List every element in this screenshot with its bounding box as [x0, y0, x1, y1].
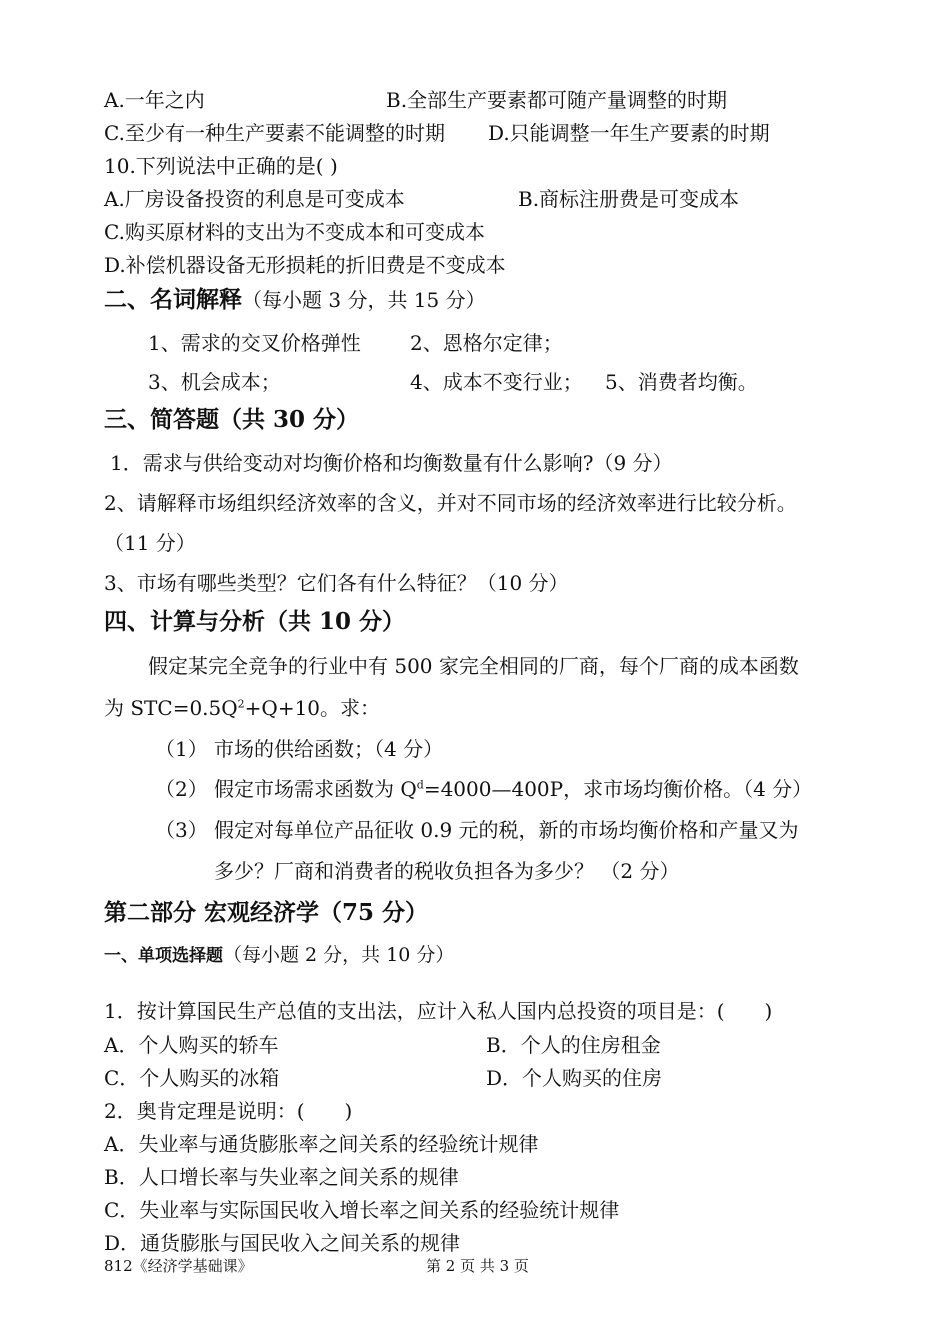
calc-sub2-num: （2）	[155, 777, 208, 801]
short-q1: 1．需求与供给变动对均衡价格和均衡数量有什么影响?（9 分）	[110, 451, 673, 475]
calc-intro-line2	[104, 695, 380, 721]
part2-title: 第二部分 宏观经济学（75 分）	[104, 899, 429, 926]
q10-stem: 10.下列说法中正确的是( )	[104, 154, 338, 178]
part2-subheading	[104, 942, 454, 969]
calc-sub3-num: （3）	[155, 818, 208, 842]
short-q3: 3、市场有哪些类型？它们各有什么特征？（10 分）	[104, 571, 569, 595]
q9-option-b: B.全部生产要素都可随产量调整的时期	[386, 88, 728, 112]
term-4: 4、成本不变行业；	[410, 370, 583, 394]
macro-q2-option-d: D．通货膨胀与国民收入之间关系的规律	[104, 1231, 461, 1255]
term-3: 3、机会成本；	[148, 370, 281, 394]
footer-course: 812《经济学基础课》	[104, 1257, 253, 1275]
q10-option-b: B.商标注册费是可变成本	[518, 187, 740, 211]
calc-sub2-sup: d	[416, 778, 424, 792]
calc-intro-sup: 2	[237, 697, 245, 711]
macro-q2-option-b: B．人口增长率与失业率之间关系的规律	[104, 1165, 459, 1189]
term-1: 1、需求的交叉价格弹性	[148, 331, 361, 355]
macro-q2-option-a: A．失业率与通货膨胀率之间关系的经验统计规律	[104, 1132, 539, 1156]
calc-sub2	[214, 776, 812, 802]
q9-option-c: C.至少有一种生产要素不能调整的时期	[104, 121, 445, 145]
macro-q1-option-b: B．个人的住房租金	[486, 1033, 661, 1057]
calc-intro-post: +Q+10。求：	[244, 696, 381, 720]
calc-sub3-line2: 多少？厂商和消费者的税收负担各为多少？ （2 分）	[214, 859, 680, 883]
section4-title: 四、计算与分析（共 10 分）	[104, 608, 406, 635]
q10-option-c: C.购买原材料的支出为不变成本和可变成本	[104, 220, 485, 244]
q10-option-d: D.补偿机器设备无形损耗的折旧费是不变成本	[104, 253, 506, 277]
q10-option-a: A.厂房设备投资的利息是可变成本	[104, 187, 405, 211]
calc-sub2-pre: 假定市场需求函数为 Q	[214, 777, 417, 801]
macro-q1-option-a: A．个人购买的轿车	[104, 1033, 279, 1057]
short-q2-score: （11 分）	[104, 531, 196, 555]
section2-heading	[104, 285, 486, 315]
section2-note: （每小题 3 分，共 15 分）	[242, 288, 486, 312]
macro-q1-option-c: C．个人购买的冰箱	[104, 1066, 280, 1090]
calc-sub1-num: （1）	[155, 737, 208, 761]
footer-page-number: 第 2 页 共 3 页	[426, 1257, 529, 1275]
term-5: 5、消费者均衡。	[605, 370, 758, 394]
section3-title: 三、简答题（共 30 分）	[104, 406, 360, 433]
macro-q1-option-d: D．个人购买的住房	[486, 1066, 663, 1090]
term-2: 2、恩格尔定律；	[410, 331, 563, 355]
calc-sub1: 市场的供给函数；（4 分）	[214, 737, 444, 761]
calc-sub2-post: =4000—400P，求市场均衡价格。（4 分）	[423, 777, 813, 801]
calc-sub3-line1: 假定对每单位产品征收 0.9 元的税，新的市场均衡价格和产量又为	[214, 818, 799, 842]
part2-sub-title: 一、单项选择题	[104, 946, 223, 966]
short-q2: 2、请解释市场组织经济效率的含义，并对不同市场的经济效率进行比较分析。	[104, 491, 797, 515]
macro-q1-stem: 1．按计算国民生产总值的支出法，应计入私人国内总投资的项目是：( )	[104, 999, 773, 1023]
part2-sub-note: （每小题 2 分，共 10 分）	[223, 944, 455, 966]
q9-option-a: A.一年之内	[104, 88, 205, 112]
section2-title: 二、名词解释	[104, 286, 242, 313]
calc-intro-pre: 为 STC=0.5Q	[104, 696, 238, 720]
macro-q2-option-c: C．失业率与实际国民收入增长率之间关系的经验统计规律	[104, 1198, 620, 1222]
macro-q2-stem: 2．奥肯定理是说明：( )	[104, 1099, 353, 1123]
q9-option-d: D.只能调整一年生产要素的时期	[488, 121, 770, 145]
calc-intro-line1: 假定某完全竞争的行业中有 500 家完全相同的厂商，每个厂商的成本函数	[148, 654, 799, 678]
